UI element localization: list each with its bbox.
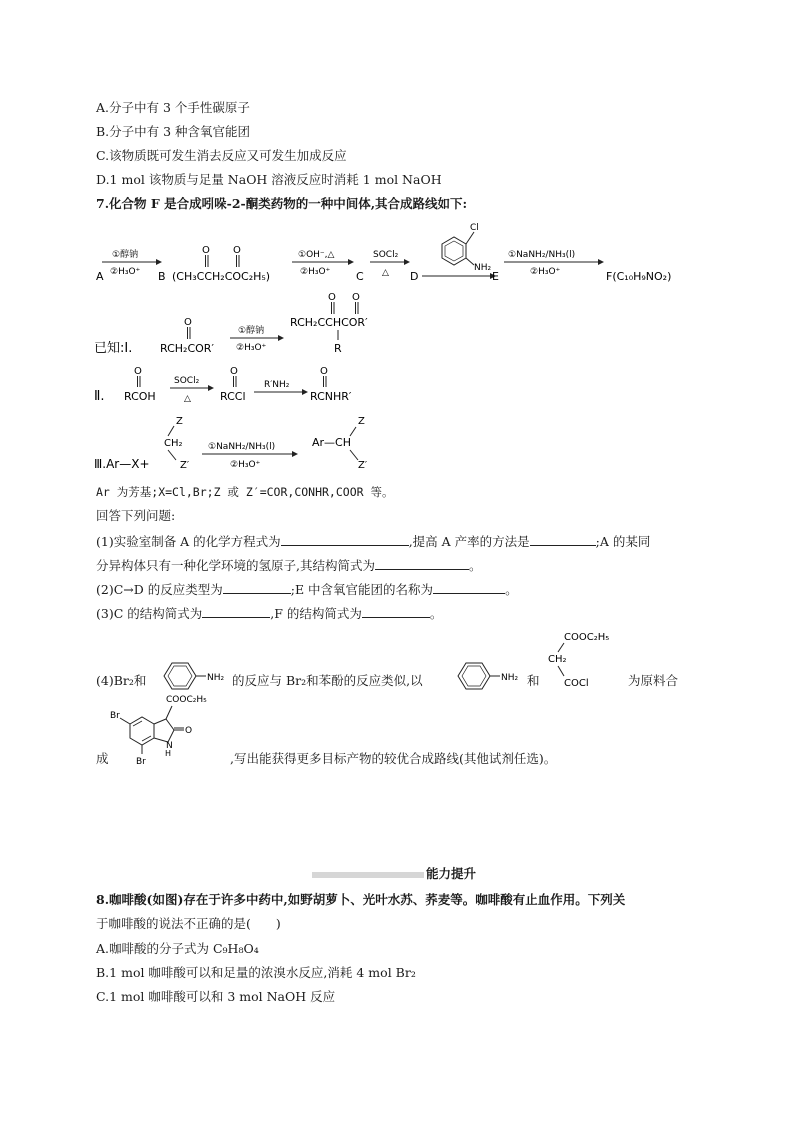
target-br2: Br: [136, 757, 146, 767]
k2-r3: RCNHR′: [310, 390, 352, 403]
q7-note: Ar 为芳基;X=Cl,Br;Z 或 Z′=COR,CONHR,COOR 等。: [96, 485, 394, 499]
k1-product: RCH₂CCHCOR′: [290, 316, 368, 329]
known-reaction-3: [90, 410, 430, 474]
p1-text-a: (1)实验室制备 A 的化学方程式为: [96, 534, 281, 549]
svg-text:O: O: [320, 366, 328, 377]
p4-text-c: 和: [527, 673, 540, 688]
q8-line2: 于咖啡酸的说法不正确的是( ): [96, 916, 281, 931]
q7-p1-line2: [96, 557, 482, 574]
q8-text-1: 8.咖啡酸(如图)存在于许多中药中,如野胡萝卜、光叶水苏、荞麦等。咖啡酸有止血作用。下列关: [96, 892, 626, 907]
known-reaction-1: [90, 290, 510, 360]
q7-p3: [96, 605, 442, 622]
k1-cond-bot: ②H₃O⁺: [236, 343, 267, 353]
r4-top: ①NaNH₂/NH₃(l): [508, 250, 576, 260]
section-bar: [312, 872, 424, 878]
r4-bot: ②H₃O⁺: [530, 267, 561, 277]
q6-option-d: D.1 mol 该物质与足量 NaOH 溶液反应时消耗 1 mol NaOH: [96, 172, 442, 187]
q6-option-b: B.分子中有 3 种含氧官能团: [96, 124, 251, 139]
r1-top: ①醇钠: [112, 250, 139, 260]
p5-text-a: 成: [96, 751, 109, 766]
q6-option-c: C.该物质既可发生消去反应又可发生加成反应: [96, 148, 347, 163]
cl-label: Cl: [470, 223, 479, 233]
answer-blank-7[interactable]: [362, 605, 430, 618]
svg-text:O: O: [352, 292, 360, 303]
p4-cocl: COCl: [564, 678, 589, 689]
p1-text-c: ;A 的某同: [595, 534, 651, 549]
r2-top: ①OH⁻,△: [298, 250, 335, 260]
p3-text-c: 。: [429, 606, 443, 621]
p4-text-a: (4)Br₂和: [96, 673, 147, 688]
target-br1: Br: [110, 711, 120, 721]
k2-c1-bot: △: [184, 394, 191, 404]
answer-blank-1[interactable]: [281, 533, 409, 546]
p4-cooc2h5: COOC₂H₅: [564, 632, 610, 643]
p4-text-b: 的反应与 Br₂和苯酚的反应类似,以: [232, 673, 423, 688]
k3-cond-bot: ②H₃O⁺: [230, 460, 261, 470]
p4-text-d: 为原料合: [628, 673, 679, 688]
p2-text-b: ;E 中含氧官能团的名称为: [290, 582, 434, 597]
p1-text-e: 。: [468, 558, 482, 573]
compound-f: F(C₁₀H₉NO₂): [606, 270, 672, 283]
aniline-structure-2: [452, 656, 524, 696]
k3-z: Z: [176, 416, 183, 427]
p1-text-d: 分异构体只有一种化学环境的氢原子,其结构简式为: [96, 558, 375, 573]
k3-zp: Z′: [180, 460, 190, 471]
answer-blank-3[interactable]: [375, 557, 469, 570]
p3-text-a: (3)C 的结构简式为: [96, 606, 203, 621]
synthesis-route: [90, 218, 710, 286]
target-molecule: [110, 692, 230, 772]
p2-text-a: (2)C→D 的反应类型为: [96, 582, 223, 597]
answer-blank-5[interactable]: [433, 581, 505, 594]
q6-option-a: A.分子中有 3 个手性碳原子: [96, 100, 250, 115]
svg-text:O: O: [328, 292, 336, 303]
compound-b: B: [158, 270, 166, 283]
r3-top: SOCl₂: [373, 250, 399, 260]
nh2-label: NH₂: [474, 263, 492, 273]
k1-reactant: RCH₂COR′: [160, 342, 214, 355]
answer-blank-6[interactable]: [202, 605, 270, 618]
p5-text-b: ,写出能获得更多目标产物的较优合成路线(其他试剂任选)。: [230, 751, 557, 766]
aniline-structure-1: [158, 656, 230, 696]
r2-bot: ②H₃O⁺: [300, 267, 331, 277]
compound-c: C: [356, 270, 364, 283]
section-title: 能力提升: [426, 866, 477, 881]
answer-blank-4[interactable]: [223, 581, 291, 594]
answer-blank-2[interactable]: [530, 533, 596, 546]
k2-r1: RCOH: [124, 390, 156, 403]
r1-bot: ②H₃O⁺: [110, 267, 141, 277]
k1-cond-top: ①醇钠: [238, 326, 265, 336]
known-reaction-2: [90, 360, 450, 404]
k3-prod-zp: Z′: [358, 460, 368, 471]
k3-ch2: CH₂: [164, 438, 183, 449]
k2-r2: RCCl: [220, 390, 246, 403]
svg-text:O: O: [134, 366, 142, 377]
p2-text-c: 。: [505, 582, 518, 597]
p4-nh2-1: NH₂: [207, 673, 225, 683]
k3-prod: Ar—CH: [312, 436, 351, 449]
svg-text:O: O: [230, 366, 238, 377]
k3-prod-z: Z: [358, 416, 365, 427]
target-h: H: [165, 749, 172, 758]
compound-e: E: [492, 270, 499, 283]
p4-nh2-2: NH₂: [501, 673, 519, 683]
p4-ch2: CH₂: [548, 654, 567, 665]
target-n: N: [166, 741, 173, 751]
known-label: 已知:Ⅰ.: [94, 341, 133, 356]
k3-cond-top: ①NaNH₂/NH₃(l): [208, 442, 276, 452]
chloroaniline-ring: [442, 223, 492, 273]
target-cooc2h5: COOC₂H₅: [166, 695, 207, 705]
q8-line1: [96, 892, 625, 908]
p3-text-b: ,F 的结构简式为: [270, 606, 362, 621]
p1-text-b: ,提高 A 产率的方法是: [408, 534, 530, 549]
r3-bot: △: [382, 268, 389, 278]
q8-option-a: A.咖啡酸的分子式为 C₉H₈O₄: [96, 941, 259, 956]
q7-stem: 7.化合物 F 是合成吲哚-2-酮类药物的一种中间体,其合成路线如下:: [96, 196, 468, 211]
compound-d: D: [410, 270, 419, 283]
q7-p1-line1: [96, 533, 650, 550]
svg-text:O: O: [233, 245, 241, 256]
ethyl-malonyl-chloride: [546, 626, 626, 690]
q7-p2: [96, 581, 518, 598]
svg-text:O: O: [184, 317, 192, 328]
k3-label: Ⅲ.Ar—X+: [94, 457, 150, 471]
q8-option-c: C.1 mol 咖啡酸可以和 3 mol NaOH 反应: [96, 989, 336, 1004]
k1-product-r: R: [334, 342, 342, 355]
k2-c1-top: SOCl₂: [174, 376, 200, 386]
target-o: O: [185, 726, 193, 736]
q8-option-b: B.1 mol 咖啡酸可以和足量的浓溴水反应,消耗 4 mol Br₂: [96, 965, 416, 980]
k2-label: Ⅱ.: [94, 389, 105, 404]
b-formula: (CH₃CCH₂COC₂H₅): [172, 270, 271, 283]
compound-a: A: [96, 270, 104, 283]
svg-text:O: O: [202, 245, 210, 256]
k2-c2-top: R′NH₂: [264, 380, 290, 390]
q7-ask: 回答下列问题:: [96, 508, 176, 523]
